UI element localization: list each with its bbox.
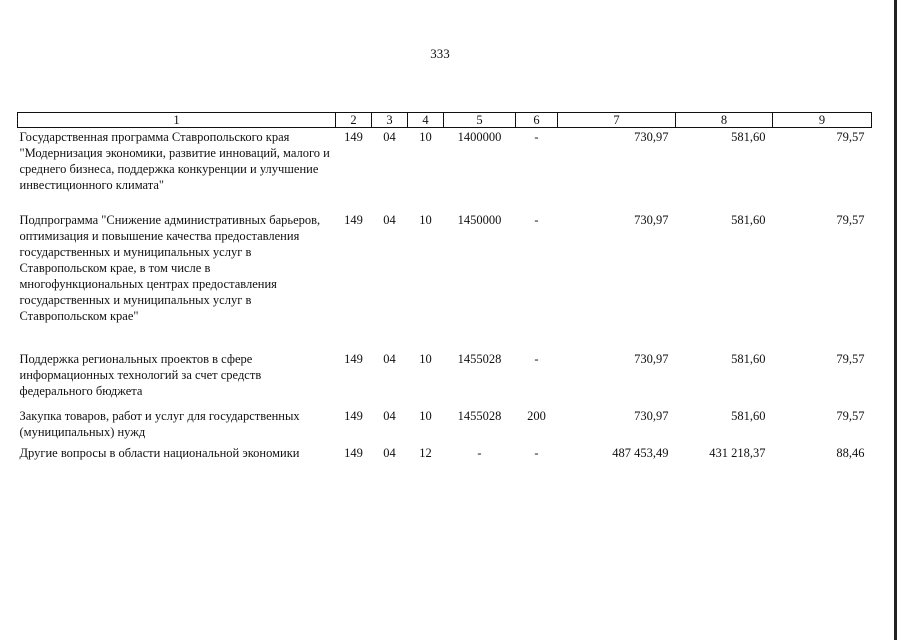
cell-expense-type: -: [534, 130, 539, 144]
cell-section: 04: [383, 130, 396, 144]
row-name: Подпрограмма "Снижение административных барьеров, оптимизация и повышение качества предоставления государственных и муниципальных услуг в Ставропольском крае, в том числе в многофункциональных центрах предоставления государственных и муниципальных услуг в Ставропольском крае": [19, 213, 321, 323]
cell-col8: 581,60: [731, 352, 766, 366]
cell-col7: 730,97: [634, 409, 669, 423]
cell-expense-type: 200: [527, 409, 546, 423]
row-name: Поддержка региональных проектов в сфере информационных технологий за счет средств федерального бюджета: [19, 352, 262, 398]
header-cell-4: 4: [408, 113, 444, 128]
header-cell-3: 3: [372, 113, 408, 128]
cell-target: 1455028: [457, 352, 502, 366]
table-row: [18, 351, 872, 408]
cell-col9: 79,57: [836, 213, 865, 227]
cell-col9: 79,57: [836, 352, 865, 366]
header-cell-7: 7: [558, 113, 676, 128]
cell-col8: 581,60: [731, 213, 766, 227]
row-name: Государственная программа Ставропольского края "Модернизация экономики, развитие инноваций, малого и среднего бизнеса, поддержка конкуренции и улучшение инвестиционного климата": [19, 130, 330, 192]
cell-ministry: 149: [344, 213, 363, 227]
cell-subsection: 10: [419, 213, 432, 227]
cell-col8: 581,60: [731, 130, 766, 144]
cell-ministry: 149: [344, 352, 363, 366]
cell-target: 1455028: [457, 409, 502, 423]
cell-expense-type: -: [534, 213, 539, 227]
cell-expense-type: -: [534, 446, 539, 460]
page-edge-line: [894, 0, 897, 640]
cell-subsection: 12: [419, 446, 432, 460]
cell-subsection: 10: [419, 409, 432, 423]
cell-col9: 79,57: [836, 130, 865, 144]
page-number: 333: [430, 46, 450, 61]
cell-col7: 730,97: [634, 352, 669, 366]
header-cell-8: 8: [676, 113, 773, 128]
cell-section: 04: [383, 446, 396, 460]
table-row: [18, 212, 872, 351]
cell-section: 04: [383, 213, 396, 227]
budget-table: [17, 112, 872, 481]
row-name: Другие вопросы в области национальной экономики: [19, 446, 300, 460]
row-name: Закупка товаров, работ и услуг для государственных (муниципальных) нужд: [19, 409, 300, 439]
cell-expense-type: -: [534, 352, 539, 366]
header-cell-5: 5: [444, 113, 516, 128]
cell-ministry: 149: [344, 446, 363, 460]
header-cell-6: 6: [516, 113, 558, 128]
cell-target: -: [477, 446, 482, 460]
cell-col7: 487 453,49: [612, 446, 669, 460]
cell-ministry: 149: [344, 409, 363, 423]
header-cell-1: 1: [18, 113, 336, 128]
cell-col8: 431 218,37: [709, 446, 766, 460]
cell-target: 1400000: [457, 130, 502, 144]
header-cell-9: 9: [773, 113, 872, 128]
cell-ministry: 149: [344, 130, 363, 144]
table-row: [18, 408, 872, 445]
cell-section: 04: [383, 409, 396, 423]
cell-col7: 730,97: [634, 213, 669, 227]
cell-col9: 88,46: [836, 446, 865, 460]
table-row: [18, 128, 872, 213]
cell-subsection: 10: [419, 130, 432, 144]
cell-subsection: 10: [419, 352, 432, 366]
cell-col8: 581,60: [731, 409, 766, 423]
cell-col9: 79,57: [836, 409, 865, 423]
table-row: [18, 445, 872, 481]
cell-col7: 730,97: [634, 130, 669, 144]
cell-section: 04: [383, 352, 396, 366]
cell-target: 1450000: [457, 213, 502, 227]
header-row: [18, 113, 872, 128]
header-cell-2: 2: [336, 113, 372, 128]
